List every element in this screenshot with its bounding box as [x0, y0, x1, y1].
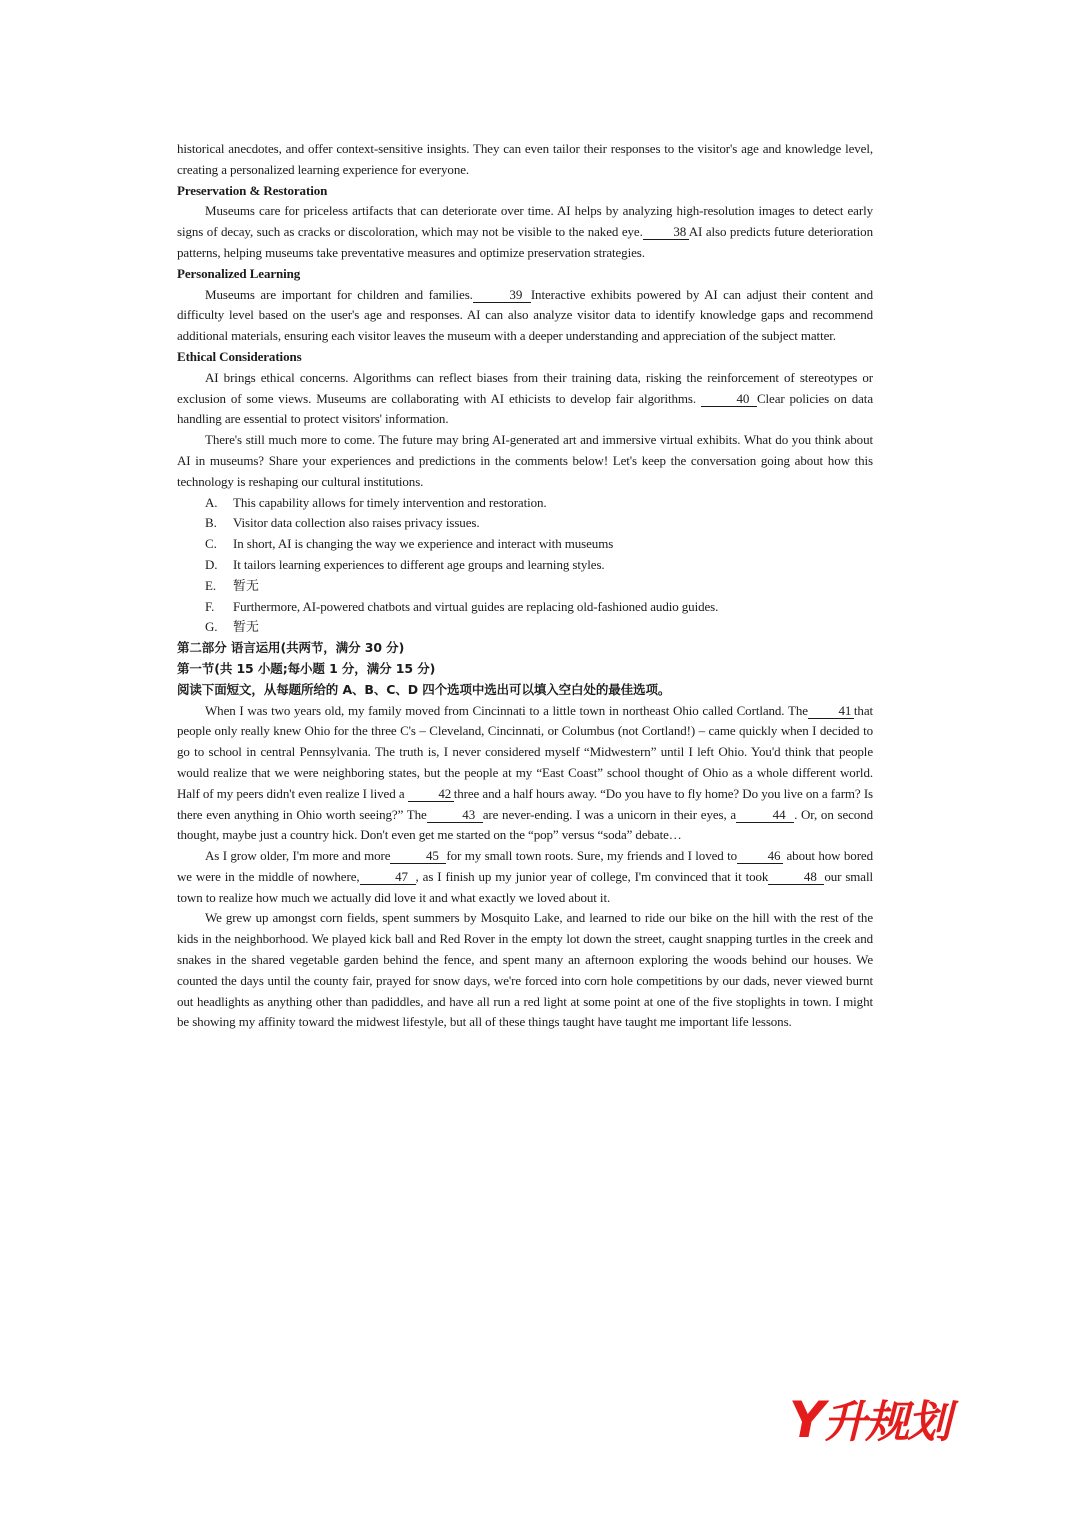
- option-c: [177, 534, 873, 555]
- text: for my small town roots. Sure, my friends and I loved to: [446, 848, 738, 864]
- option-letter: A.: [205, 494, 218, 510]
- passage-paragraph-2: [177, 846, 873, 908]
- heading-preservation: Preservation & Restoration: [177, 182, 328, 198]
- blank-38: 38: [643, 224, 689, 240]
- blank-41: 41: [808, 703, 854, 719]
- blank-39: 39: [473, 287, 531, 303]
- option-text: 暂无: [233, 577, 259, 593]
- option-d: [177, 555, 873, 576]
- blank-47: 47: [360, 869, 416, 885]
- blank-42: 42: [408, 786, 454, 802]
- text: our small town to realize how much we actually did love it and what exactly we loved about it.: [177, 868, 873, 905]
- text: . Or, on second thought, maybe just a country hick. Don't even get me started on the “pop” versus “soda” debate…: [177, 806, 873, 843]
- option-letter: G.: [205, 619, 218, 635]
- text: AI also predicts future deterioration patterns, helping museums take preventative measures and optimize preservation strategies.: [177, 224, 873, 260]
- blank-44: 44: [736, 807, 794, 823]
- text: Museums are important for children and families.: [205, 286, 473, 302]
- option-a: [177, 493, 873, 514]
- option-text: This capability allows for timely intervention and restoration.: [233, 494, 547, 510]
- paragraph-ethical: [177, 368, 873, 430]
- text: When I was two years old, my family moved from Cincinnati to a little town in northeast Ohio called Cortland. The: [205, 702, 808, 718]
- text: , as I finish up my junior year of college, I'm convinced that it took: [415, 868, 769, 884]
- option-letter: F.: [205, 598, 215, 614]
- option-letter: D.: [205, 556, 218, 572]
- brand-logo: [789, 1391, 950, 1449]
- paragraph-preservation: [177, 201, 873, 263]
- option-text: Visitor data collection also raises privacy issues.: [233, 515, 480, 531]
- option-letter: C.: [205, 536, 217, 552]
- text: AI brings ethical concerns. Algorithms can reflect biases from their training data, risking the reinforcement of stereotypes or exclusion of some views. Museums are collaborating with AI ethicists to develop fair algorithms.: [177, 369, 873, 406]
- logo-letter: Y: [789, 1391, 824, 1449]
- section-one-title: 第一节(共 15 小题;每小题 1 分，满分 15 分): [177, 660, 436, 676]
- text: that people only really knew Ohio for the three C's – Cleveland, Cincinnati, or Columbus (not Cortland!) – came quickly when I decided to go to school in central Pennsylvania. The truth is, I never considered myself “Midwestern” until I left Ohio. You'd think that people would realize that we were neighboring states, but the people at my “East Coast” school thought of Ohio as a whole different world. Half of my peers didn't even realize I lived a: [177, 702, 873, 801]
- blank-48: 48: [768, 869, 824, 885]
- options-list: [177, 493, 873, 639]
- option-text: Furthermore, AI-powered chatbots and virtual guides are replacing old-fashioned audio guides.: [233, 598, 719, 614]
- paragraph-personalized-learning: [177, 285, 873, 347]
- passage-paragraph-3: We grew up amongst corn fields, spent summers by Mosquito Lake, and learned to ride our bike on the hill with the rest of the kids in the neighborhood. We played kick ball and Red Rover in the empty lot down the street, caught snapping turtles in the creek and snakes in the shared vegetable garden behind the fence, and spent many an afternoon exploring the woods behind our houses. We counted the days until the county fair, prayed for snow days, we're forced into corn hole competitions by our dads, never viewed burnt out headlights as anything other than padiddles, and have all run a red light at some point at one of the five stoplights in town. I might be showing my affinity toward the midwest lifestyle, but all of these things taught have taught me important life lessons.: [177, 910, 873, 1030]
- closing-paragraph: There's still much more to come. The future may bring AI-generated art and immersive virtual exhibits. What do you think about AI in museums? Share your experiences and predictions in the comments below! Let's keep the conversation going about how this technology is reshaping our cultural institutions.: [177, 432, 873, 489]
- document-page: [177, 139, 873, 1033]
- option-text: It tailors learning experiences to different age groups and learning styles.: [233, 556, 605, 572]
- option-letter: E.: [205, 577, 216, 593]
- part-two-title: 第二部分 语言运用(共两节，满分 30 分): [177, 640, 405, 656]
- text: three and a half hours away. “Do you have to fly home? Do you live on a farm? Is there even anything in Ohio worth seeing?” The: [177, 785, 874, 822]
- option-e: [177, 576, 873, 597]
- option-b: [177, 513, 873, 534]
- option-f: [177, 597, 873, 618]
- heading-personalized-learning: Personalized Learning: [177, 265, 301, 281]
- instruction: 阅读下面短文，从每题所给的 A、B、C、D 四个选项中选出可以填入空白处的最佳选项。: [177, 681, 671, 697]
- option-letter: B.: [205, 515, 217, 531]
- text: Clear policies on data handling are essential to protect visitors' information.: [177, 390, 873, 427]
- text: Interactive exhibits powered by AI can adjust their content and difficulty level based on the user's age and responses. AI can also analyze visitor data to identify knowledge gaps and recommend additional materials, ensuring each visitor leaves the museum with a deeper understanding and appreciation of the subject matter.: [177, 286, 873, 344]
- blank-45: 45: [390, 848, 446, 864]
- text: are never-ending. I was a unicorn in their eyes, a: [482, 806, 737, 822]
- text: about how bored we were in the middle of nowhere,: [177, 848, 874, 884]
- option-text: 暂无: [233, 619, 259, 635]
- heading-ethical-considerations: Ethical Considerations: [177, 348, 302, 364]
- logo-text: 升规划: [823, 1397, 950, 1448]
- option-text: In short, AI is changing the way we experience and interact with museums: [233, 536, 614, 552]
- passage-paragraph-1: [177, 701, 873, 847]
- text: As I grow older, I'm more and more: [205, 848, 391, 864]
- intro-paragraph: historical anecdotes, and offer context-sensitive insights. They can even tailor their responses to the visitor's age and knowledge level, creating a personalized learning experience for everyone.: [177, 141, 873, 177]
- blank-43: 43: [427, 807, 483, 823]
- text: Museums care for priceless artifacts that can deteriorate over time. AI helps by analyzing high-resolution images to detect early signs of decay, such as cracks or discoloration, which may not be visible to the naked eye.: [177, 203, 873, 240]
- blank-40: 40: [701, 391, 757, 407]
- blank-46: 46: [737, 848, 783, 864]
- option-g: [177, 617, 873, 638]
